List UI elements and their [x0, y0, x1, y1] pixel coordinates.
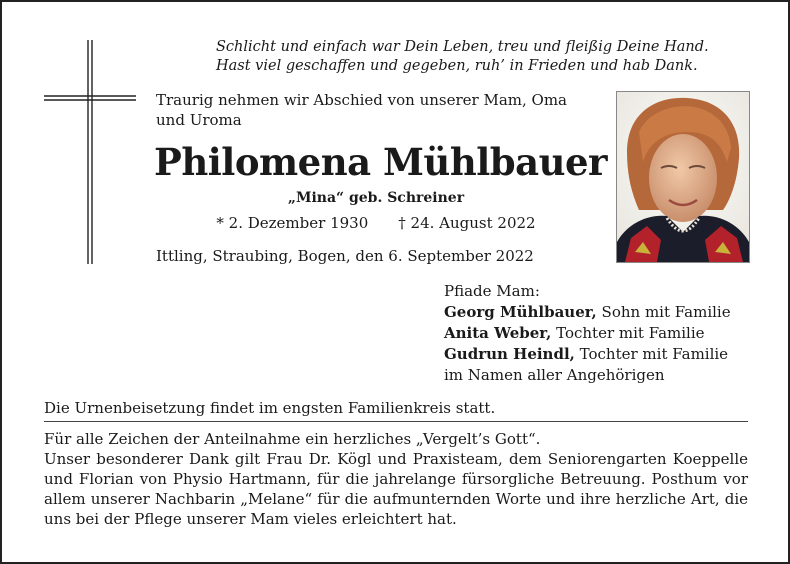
- mourner-name: Gudrun Heindl,: [444, 345, 575, 363]
- mourner-name: Anita Weber,: [444, 324, 552, 342]
- mourner-entry: [444, 323, 764, 344]
- verse-line-2: Hast viel geschaffen und gegeben, ruh’ in Frieden und hab Dank.: [216, 58, 698, 74]
- nickname-maiden-name: „Mina“ geb. Schreiner: [287, 190, 465, 206]
- verse-line-1: Schlicht und einfach war Dein Leben, treu und fleißig Deine Hand.: [216, 39, 709, 55]
- mourners-heading: Pfiade Mam:: [444, 282, 540, 300]
- mourner-relation: Tochter mit Familie: [551, 324, 705, 342]
- mourner-relation: Tochter mit Familie: [574, 345, 729, 363]
- verse: [216, 38, 756, 76]
- thanks-paragraph: Unser besonderer Dank gilt Frau Dr. Kögl und Praxisteam, dem Seniorengarten Koeppelle und Florian von Physio Hartmann, für die jahrelange fürsorgliche Betreuung. Posthum vor allem unserer Nachbarin „Melane“ für die aufmunternden Worte und ihre herzliche Art, die uns bei der Pflege unserer Mam vieles erleichtert hat.: [44, 450, 748, 528]
- death-date: † 24. August 2022: [398, 214, 536, 232]
- mourner-relation: Sohn mit Familie: [596, 303, 731, 321]
- mourner-name: Georg Mühlbauer,: [444, 303, 597, 321]
- mourner-entry: [444, 344, 764, 365]
- place-and-date: Ittling, Straubing, Bogen, den 6. September 2022: [156, 247, 534, 265]
- mourners-list: [444, 281, 764, 386]
- thanks-line-1: Für alle Zeichen der Anteilnahme ein herzliches „Vergelt’s Gott“.: [44, 430, 541, 448]
- portrait-photo: [616, 91, 750, 263]
- intro-text: Traurig nehmen wir Abschied von unserer Mam, Oma und Uroma: [156, 91, 567, 129]
- mourner-entry: [444, 302, 764, 323]
- cross-icon: [44, 40, 136, 264]
- divider: [44, 421, 748, 422]
- burial-notice: Die Urnenbeisetzung findet im engsten Familienkreis statt.: [44, 399, 496, 417]
- mourners-footer: im Namen aller Angehörigen: [444, 366, 665, 384]
- deceased-name: Philomena Mühlbauer: [154, 140, 608, 184]
- birth-date: * 2. Dezember 1930: [216, 214, 369, 232]
- thanks-text: [44, 429, 748, 529]
- life-dates: [156, 213, 596, 233]
